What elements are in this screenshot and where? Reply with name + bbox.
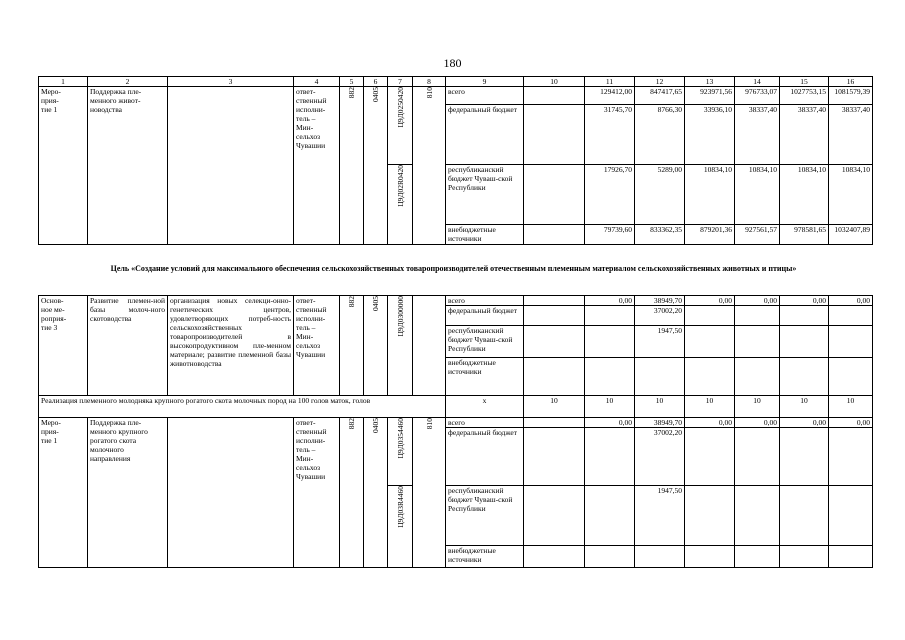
grbs-code: 882 [340,87,364,245]
value-cell [524,296,585,306]
funding-source: всего [446,296,524,306]
value-cell: 10834,10 [735,165,780,225]
value-cell: 38949,70 [635,296,685,306]
value-cell [635,546,685,568]
value-cell [829,486,873,546]
funding-source: всего [446,418,524,428]
event-title: Поддержка пле- менного живот- новодства [88,87,168,245]
col-num: 4 [294,77,340,87]
value-cell [829,428,873,486]
table-row [39,418,873,428]
value-cell [524,306,585,326]
value-cell [524,546,585,568]
indicator-value: 10 [829,396,873,418]
value-cell [524,418,585,428]
csr-code: Ц9Д02R0420 [388,165,413,245]
value-cell [735,306,780,326]
event-tasks [168,87,294,245]
value-cell [780,486,829,546]
goal-heading: Цель «Создание условий для максимального обеспечения сельскохозяйственных товаропроизводителей отечественным племенным материалом сельскохозяйственных животных и птицы» [110,264,797,273]
budget-table-bottom [38,295,873,568]
col-num: 5 [340,77,364,87]
value-cell [585,486,635,546]
value-cell [685,428,735,486]
indicator-text: Реализация племенного молодняка крупного рогатого скота молочных пород на 100 голов маток, голов [39,396,446,418]
responsible: ответ- ственный исполни- тель – Мин- сельхоз Чувашии [294,418,340,568]
responsible: ответ- ственный исполни- тель – Мин- сельхоз Чувашии [294,87,340,245]
value-cell: 0,00 [585,296,635,306]
value-cell [735,428,780,486]
event-title: Развитие племен-ной базы молоч-ного скотоводства [88,296,168,396]
value-cell: 1081579,39 [829,87,873,105]
value-cell: 923971,56 [685,87,735,105]
indicator-value: 10 [585,396,635,418]
funding-source: республиканский бюджет Чуваш-ской Республики [446,165,524,225]
value-cell: 927561,57 [735,225,780,245]
col-num: 8 [413,77,446,87]
event-tasks: организация новых селекци-онно-генетических центров, удовлетворяющих потреб-ность сельскохозяйственных товаропроизводителей в высокопродуктивном пле-менном материале; развитие племенной базы животноводства [168,296,294,396]
grbs-code: 882 [340,296,364,396]
value-cell: 37002,20 [635,428,685,486]
value-cell: 833362,35 [635,225,685,245]
grbs-code: 882 [340,418,364,568]
value-cell: 0,00 [585,418,635,428]
event-title: Поддержка пле- менного крупного рогатого скота молочного направления [88,418,168,568]
value-cell [685,486,735,546]
value-cell: 17926,70 [585,165,635,225]
col-num: 2 [88,77,168,87]
value-cell [524,225,585,245]
value-cell: 5289,00 [635,165,685,225]
value-cell: 1032407,89 [829,225,873,245]
value-cell [780,546,829,568]
rzpr-code: 0405 [364,418,388,568]
col-num: 12 [635,77,685,87]
value-cell [524,486,585,546]
csr-code: Ц9Д0300000 [388,296,413,396]
value-cell [585,306,635,326]
value-cell: 1947,50 [635,486,685,546]
value-cell: 8766,30 [635,105,685,165]
value-cell [585,358,635,396]
rzpr-code: 0405 [364,87,388,245]
value-cell: 10834,10 [829,165,873,225]
value-cell: 879201,36 [685,225,735,245]
value-cell: 38337,40 [780,105,829,165]
value-cell: 31745,70 [585,105,635,165]
value-cell: 129412,00 [585,87,635,105]
event-name: Меро- прия- тие 1 [39,87,88,245]
value-cell: 0,00 [685,418,735,428]
value-cell [524,326,585,358]
value-cell: 1947,50 [635,326,685,358]
value-cell [685,546,735,568]
event-name: Основ- ное ме- роприя- тие 3 [39,296,88,396]
value-cell [524,165,585,225]
value-cell [780,428,829,486]
value-cell [735,358,780,396]
value-cell: 10834,10 [780,165,829,225]
value-cell [735,326,780,358]
funding-source: федеральный бюджет [446,105,524,165]
value-cell [829,546,873,568]
value-cell [780,306,829,326]
col-num: 15 [780,77,829,87]
value-cell: 10834,10 [685,165,735,225]
value-cell: 978581,65 [780,225,829,245]
value-cell [585,326,635,358]
vr-code: 810 [413,418,446,568]
col-num: 13 [685,77,735,87]
column-number-row [39,77,873,87]
funding-source: внебюджетные источники [446,546,524,568]
value-cell [524,428,585,486]
value-cell [585,546,635,568]
value-cell [524,87,585,105]
col-num: 9 [446,77,524,87]
page-number: 180 [443,56,462,70]
value-cell: 79739,60 [585,225,635,245]
value-cell: 37002,20 [635,306,685,326]
value-cell: 0,00 [829,418,873,428]
value-cell: 0,00 [735,418,780,428]
value-cell [829,306,873,326]
value-cell [735,546,780,568]
indicator-value: 10 [524,396,585,418]
event-name: Меро- прия- тие 1 [39,418,88,568]
value-cell: 0,00 [780,296,829,306]
indicator-row [39,396,873,418]
value-cell: 38949,70 [635,418,685,428]
budget-table-top [38,76,873,245]
value-cell [685,326,735,358]
funding-source: внебюджетные источники [446,358,524,396]
indicator-unit: x [446,396,524,418]
csr-code: Ц9Д0250420 [388,87,413,165]
rzpr-code: 0405 [364,296,388,396]
funding-source: республиканский бюджет Чуваш-ской Республики [446,486,524,546]
col-num: 7 [388,77,413,87]
vr-code [413,296,446,396]
value-cell: 847417,65 [635,87,685,105]
csr-code: Ц9Д0354460 [388,418,413,486]
table-row [39,87,873,105]
value-cell: 38337,40 [829,105,873,165]
col-num: 14 [735,77,780,87]
col-num: 6 [364,77,388,87]
funding-source: внебюджетные источники [446,225,524,245]
funding-source: федеральный бюджет [446,306,524,326]
value-cell [780,358,829,396]
funding-source: федеральный бюджет [446,428,524,486]
value-cell [524,105,585,165]
value-cell [685,306,735,326]
value-cell: 976733,07 [735,87,780,105]
value-cell: 1027753,15 [780,87,829,105]
value-cell: 38337,40 [735,105,780,165]
value-cell [780,326,829,358]
event-tasks [168,418,294,568]
col-num: 11 [585,77,635,87]
col-num: 3 [168,77,294,87]
value-cell: 0,00 [829,296,873,306]
col-num: 10 [524,77,585,87]
value-cell [829,358,873,396]
csr-code: Ц9Д03R4460 [388,486,413,568]
indicator-value: 10 [635,396,685,418]
indicator-value: 10 [685,396,735,418]
indicator-value: 10 [780,396,829,418]
responsible: ответ- ственный исполни- тель – Мин- сельхоз Чувашии [294,296,340,396]
vr-code: 810 [413,87,446,245]
value-cell: 0,00 [685,296,735,306]
value-cell: 0,00 [780,418,829,428]
value-cell [635,358,685,396]
value-cell: 0,00 [735,296,780,306]
value-cell [735,486,780,546]
value-cell [829,326,873,358]
value-cell [685,358,735,396]
table-row [39,296,873,306]
col-num: 1 [39,77,88,87]
value-cell [524,358,585,396]
value-cell [585,428,635,486]
funding-source: республиканский бюджет Чуваш-ской Республики [446,326,524,358]
indicator-value: 10 [735,396,780,418]
funding-source: всего [446,87,524,105]
value-cell: 33936,10 [685,105,735,165]
col-num: 16 [829,77,873,87]
